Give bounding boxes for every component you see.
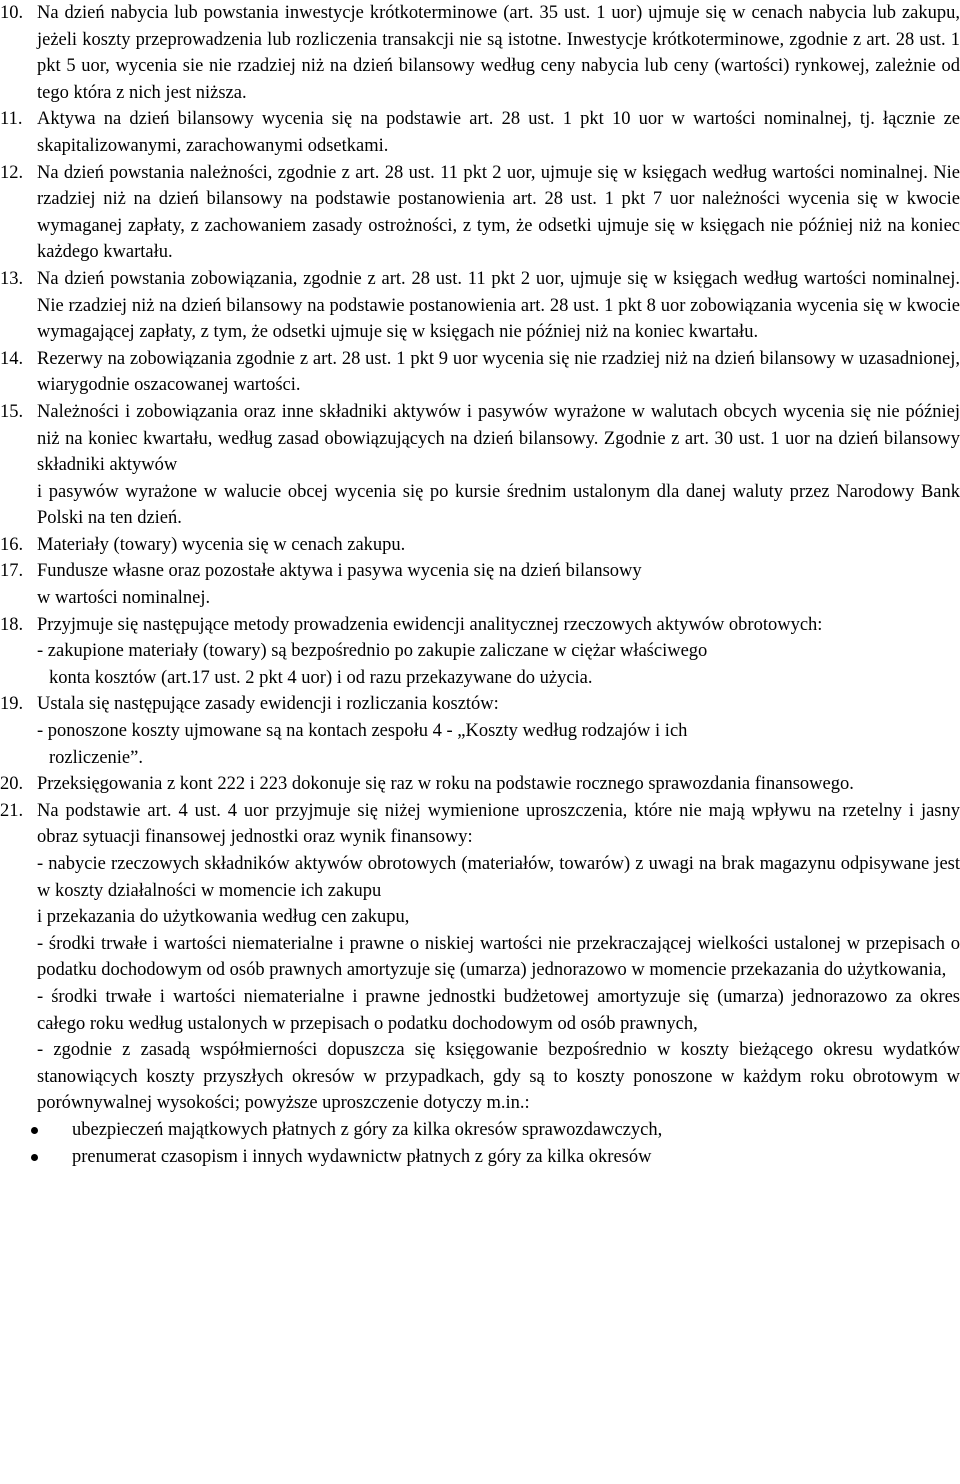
list-item-14 [0, 346, 960, 399]
item-text: Na dzień powstania należności, zgodnie z art. 28 ust. 11 pkt 2 uor, ujmuje się w księgach według wartości nominalnej. Nie rzadziej niż na dzień bilansowy na podstawie postanowienia art. 28 ust. 1 pkt 7 uor należności wycenia się w kwocie wymaganej zapłaty, z zachowaniem zasady ostrożności, z tym, że odsetki ujmuje się w księgach nie później niż na koniec każdego kwartału. [37, 162, 960, 263]
list-item-20 [0, 771, 960, 798]
item-number: 16. [0, 534, 24, 555]
list-item-17 [0, 558, 960, 611]
item-number: 19. [0, 694, 24, 715]
item-text: Należności i zobowiązania oraz inne składniki aktywów i pasywów wyrażone w walutach obcych wycenia się nie później niż na koniec kwartału, według zasad obowiązujących na dzień bilansowy. Zgodnie z art. 30 ust. 1 uor na dzień bilansowy składniki aktywów [37, 401, 960, 476]
list-item-18 [0, 612, 960, 692]
list-item-15 [0, 399, 960, 532]
item-number: 13. [0, 268, 24, 289]
item-number: 14. [0, 348, 24, 369]
bullet-list [0, 1117, 960, 1170]
item-text: Materiały (towary) wycenia się w cenach zakupu. [37, 534, 406, 555]
item-number: 18. [0, 614, 24, 635]
item-text-continued: w wartości nominalnej. [37, 588, 211, 609]
dash-point: - nabycie rzeczowych składników aktywów obrotowych (materiałów, towarów) z uwagi na brak magazynu odpisywane jest w koszty działalności w momencie ich zakupu [37, 854, 960, 901]
bullet-item: ubezpieczeń majątkowych płatnych z góry za kilka okresów sprawozdawczych, [0, 1117, 960, 1144]
item-number: 12. [0, 162, 24, 183]
item-text: Przyjmuje się następujące metody prowadzenia ewidencji analitycznej rzeczowych aktywów obrotowych: [37, 614, 823, 635]
list-item-12 [0, 160, 960, 266]
item-text: Aktywa na dzień bilansowy wycenia się na podstawie art. 28 ust. 1 pkt 10 uor w wartości nominalnej, tj. łącznie ze skapitalizowanymi, zarachowanymi odsetkami. [37, 109, 960, 156]
item-number: 15. [0, 401, 24, 422]
item-text: Na podstawie art. 4 ust. 4 uor przyjmuje się niżej wymienione uproszczenia, które nie mają wpływu na rzetelny i jasny obraz sytuacji finansowej jednostki oraz wynik finansowy: [37, 800, 960, 848]
dash-point: - zgodnie z zasadą współmierności dopuszcza się księgowanie bezpośrednio w koszty bieżącego okresu wydatków stanowiących koszty przyszłych okresów w przypadkach, gdy są to koszty ponoszone w każdym roku obrotowym w porównywalnej wysokości; powyższe uproszczenie dotyczy m.in.: [37, 1040, 960, 1114]
item-text: Na dzień powstania zobowiązania, zgodnie z art. 28 ust. 11 pkt 2 uor, ujmuje się w księgach według wartości nominalnej. Nie rzadziej niż na dzień bilansowy na podstawie postanowienia art. 28 ust. 1 pkt 8 uor zobowiązania wycenia się w kwocie wymagającej zapłaty, z tym, że odsetki ujmuje się w księgach nie później niż na koniec kwartału. [37, 268, 960, 343]
item-text-continued: i pasywów wyrażone w walucie obcej wycenia się po kursie średnim ustalonym dla danej waluty przez Narodowy Bank Polski na ten dzień. [37, 481, 960, 529]
item-number: 10. [0, 3, 24, 23]
bullet-item: prenumerat czasopism i innych wydawnictw płatnych z góry za kilka okresów [0, 1144, 960, 1171]
item-number: 20. [0, 774, 24, 795]
dash-point-continued: rozliczenie”. [49, 747, 143, 768]
list-item-10 [0, 0, 960, 106]
item-number: 17. [0, 561, 24, 582]
item-text: Fundusze własne oraz pozostałe aktywa i pasywa wycenia się na dzień bilansowy [37, 561, 642, 582]
dash-point: - środki trwałe i wartości niematerialne i prawne jednostki budżetowej amortyzuje się (umarza) jednorazowo za okres całego roku według ustalonych w przepisach o podatku dochodowym od osób prawnych, [37, 986, 960, 1034]
item-number: 11. [0, 109, 23, 130]
dash-point-continued: konta kosztów (art.17 ust. 2 pkt 4 uor) i od razu przekazywane do użycia. [49, 667, 593, 688]
list-item-16 [0, 532, 960, 559]
item-text: Na dzień nabycia lub powstania inwestycje krótkoterminowe (art. 35 ust. 1 uor) ujmuje się w cenach nabycia lub zakupu, jeżeli koszty przeprowadzenia lub rozliczenia transakcji nie są istotne. Inwestycje krótkoterminowe, zgodnie z art. 28 ust. 1 pkt 5 uor, wycenia sie nie rzadziej niż na dzień bilansowy według ceny nabycia lub ceny (wartości) rynkowej, zależnie od tego która z nich jest niższa. [37, 3, 960, 103]
dash-point: - środki trwałe i wartości niematerialne i prawne o niskiej wartości nie przekraczającej wielkości ustalonej w przepisach o podatku dochodowym od osób prawnych amortyzuje się (umarza) jednorazowo w momencie przekazania do użytkowania, [37, 933, 960, 981]
dash-point: - ponoszone koszty ujmowane są na kontach zespołu 4 - „Koszty według rodzajów i ich [37, 721, 688, 742]
item-text: Przeksięgowania z kont 222 i 223 dokonuje się raz w roku na podstawie rocznego sprawozdania finansowego. [37, 774, 854, 795]
item-text: Rezerwy na zobowiązania zgodnie z art. 28 ust. 1 pkt 9 uor wycenia się nie rzadziej niż na dzień bilansowy w uzasadnionej, wiarygodnie oszacowanej wartości. [37, 348, 960, 396]
list-item-21 [0, 798, 960, 1117]
list-item-13 [0, 266, 960, 346]
item-number: 21. [0, 800, 24, 821]
list-item-19 [0, 691, 960, 771]
list-item-11 [0, 106, 960, 159]
dash-point: - zakupione materiały (towary) są bezpośrednio po zakupie zaliczane w ciężar właściwego [37, 641, 708, 662]
item-text: Ustala się następujące zasady ewidencji i rozliczania kosztów: [37, 694, 499, 715]
dash-point-continued: i przekazania do użytkowania według cen zakupu, [37, 907, 410, 928]
